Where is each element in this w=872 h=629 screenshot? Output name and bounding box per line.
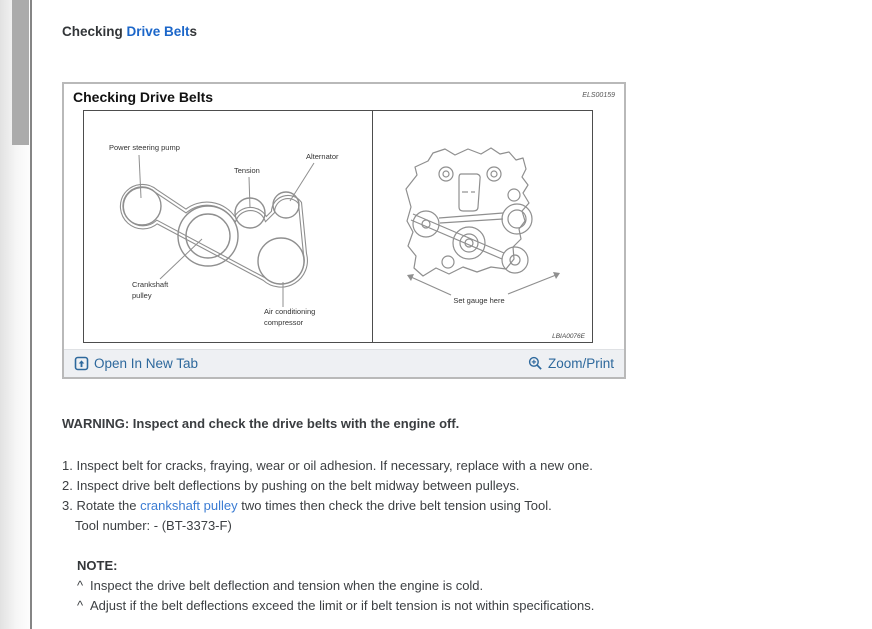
label-crankshaft-2: pulley — [132, 291, 152, 300]
page-title-suffix: s — [189, 24, 198, 39]
open-in-new-tab-label: Open In New Tab — [94, 356, 199, 371]
open-in-new-tab-button[interactable] — [74, 356, 198, 371]
leader-power-steering — [139, 155, 141, 198]
label-tension: Tension — [234, 166, 260, 175]
zoom-print-label: Zoom/Print — [547, 356, 614, 371]
panel-divider — [30, 0, 32, 629]
zoom-print-button[interactable] — [528, 356, 614, 371]
label-ac-1: Air conditioning — [264, 307, 316, 316]
engine-idler — [442, 256, 454, 268]
note-marker: ^ — [77, 578, 84, 593]
figure-code-top: ELS00159 — [582, 92, 615, 99]
engine-view-panel — [373, 111, 592, 342]
engine-bolt-right — [487, 167, 501, 181]
step-2: 2. Inspect drive belt deflections by pushing on the belt midway between pulleys. — [62, 478, 520, 493]
note-item: ^ Adjust if the belt deflections exceed the limit or if belt tension is not within specifications. — [77, 596, 717, 616]
gauge-pointer-right — [508, 275, 556, 294]
crankshaft-pulley-link[interactable]: crankshaft pulley — [140, 498, 238, 513]
label-alternator: Alternator — [306, 152, 339, 161]
ac-compressor-pulley — [258, 238, 304, 284]
leader-crankshaft — [160, 239, 202, 279]
belt-diagram — [84, 111, 372, 342]
gauge-pointer-left — [411, 277, 451, 295]
zoom-in-icon — [528, 356, 543, 371]
scrollbar-thumb[interactable] — [12, 0, 29, 145]
note-block — [77, 556, 717, 616]
note-item: ^ Inspect the drive belt deflection and tension when the engine is cold. — [77, 576, 717, 596]
step-3: 3. Rotate the crankshaft pulley two times then check the drive belt tension using Tool. — [62, 498, 552, 513]
label-set-gauge: Set gauge here — [453, 296, 505, 305]
page-title-prefix: Checking — [62, 24, 127, 39]
engine-pulley-lower-right — [502, 247, 528, 273]
engine-port — [508, 189, 520, 201]
open-in-new-tab-icon — [74, 356, 89, 371]
engine-diagram — [373, 111, 592, 342]
note-label: NOTE: — [77, 558, 118, 573]
leader-alternator — [290, 163, 314, 201]
engine-pulley-upper-right — [502, 204, 532, 234]
figure-frame — [83, 110, 593, 343]
figure-code-bottom: LBIA0076E — [552, 333, 585, 340]
note-marker: ^ — [77, 598, 84, 613]
page-title — [62, 24, 197, 39]
procedure-steps — [62, 456, 702, 536]
tool-number: Tool number: - (BT-3373-F) — [75, 518, 232, 533]
drive-belt-link[interactable]: Drive Belt — [126, 24, 190, 39]
step-1: 1. Inspect belt for cracks, fraying, wear or oil adhesion. If necessary, replace with a new one. — [62, 458, 593, 473]
article-pane — [33, 0, 872, 629]
figure-card — [62, 82, 626, 379]
label-ac-2: compressor — [264, 318, 304, 327]
figure-header — [64, 84, 624, 108]
belt-routing-panel — [84, 111, 373, 342]
left-scrollbar-track[interactable] — [0, 0, 30, 629]
label-power-steering-pump: Power steering pump — [109, 143, 180, 152]
leader-tension — [249, 177, 250, 208]
figure-toolbar — [64, 349, 624, 377]
label-crankshaft-1: Crankshaft — [132, 280, 169, 289]
engine-bolt-left — [439, 167, 453, 181]
warning-text: WARNING: Inspect and check the drive belts with the engine off. — [62, 416, 460, 431]
power-steering-pump-pulley — [123, 187, 161, 225]
figure-title: Checking Drive Belts — [73, 89, 214, 105]
